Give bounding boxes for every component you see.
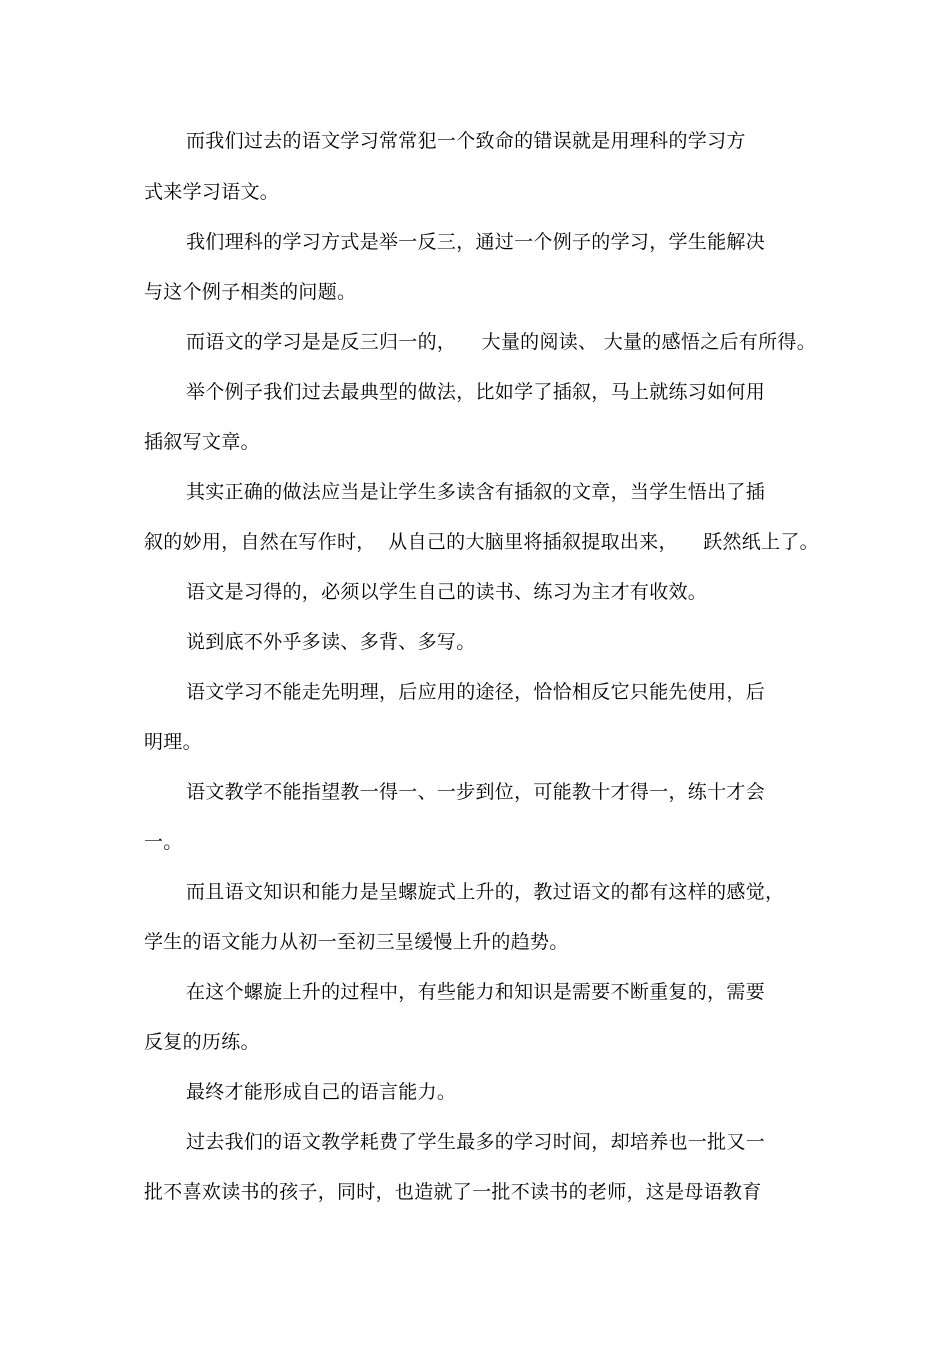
paragraph-line: 最终才能形成自己的语言能力。: [186, 1081, 457, 1103]
paragraph-line: 其实正确的做法应当是让学生多读含有插叙的文章，当学生悟出了插: [186, 481, 766, 503]
paragraph-line: 插叙写文章。: [144, 431, 260, 453]
paragraph-line: 我们理科的学习方式是举一反三，通过一个例子的学习，学生能解决: [186, 231, 766, 253]
paragraph-line: 说到底不外乎多读、多背、多写。: [186, 631, 476, 653]
paragraph-line: 过去我们的语文教学耗费了学生最多的学习时间，却培养也一批又一: [186, 1131, 766, 1153]
paragraph-line: 式来学习语文。: [144, 181, 280, 203]
paragraph-line: 与这个例子相类的问题。: [144, 281, 357, 303]
paragraph-line: 明理。: [144, 731, 202, 753]
paragraph-line: 语文是习得的，必须以学生自己的读书、练习为主才有收效。: [186, 581, 708, 603]
paragraph-line: 而语文的学习是是反三归一的， 大量的阅读、 大量的感悟之后有所得。: [186, 331, 816, 353]
paragraph-line: 批不喜欢读书的孩子，同时，也造就了一批不读书的老师，这是母语教育: [144, 1181, 762, 1203]
paragraph-line: 而我们过去的语文学习常常犯一个致命的错误就是用理科的学习方: [186, 130, 746, 152]
paragraph-line: 而且语文知识和能力是呈螺旋式上升的，教过语文的都有这样的感觉，: [186, 881, 785, 903]
paragraph-line: 语文教学不能指望教一得一、一步到位，可能教十才得一，练十才会: [186, 781, 766, 803]
paragraph-line: 举个例子我们过去最典型的做法，比如学了插叙，马上就练习如何用: [186, 381, 766, 403]
paragraph-line: 学生的语文能力从初一至初三呈缓慢上升的趋势。: [144, 931, 569, 953]
paragraph-line: 一。: [144, 831, 183, 853]
paragraph-line: 语文学习不能走先明理，后应用的途径，恰恰相反它只能先使用，后: [186, 681, 766, 703]
paragraph-line: 反复的历练。: [144, 1031, 260, 1053]
paragraph-line: 叙的妙用，自然在写作时， 从自己的大脑里将插叙提取出来， 跃然纸上了。: [144, 531, 819, 553]
paragraph-line: 在这个螺旋上升的过程中，有些能力和知识是需要不断重复的，需要: [186, 981, 766, 1003]
